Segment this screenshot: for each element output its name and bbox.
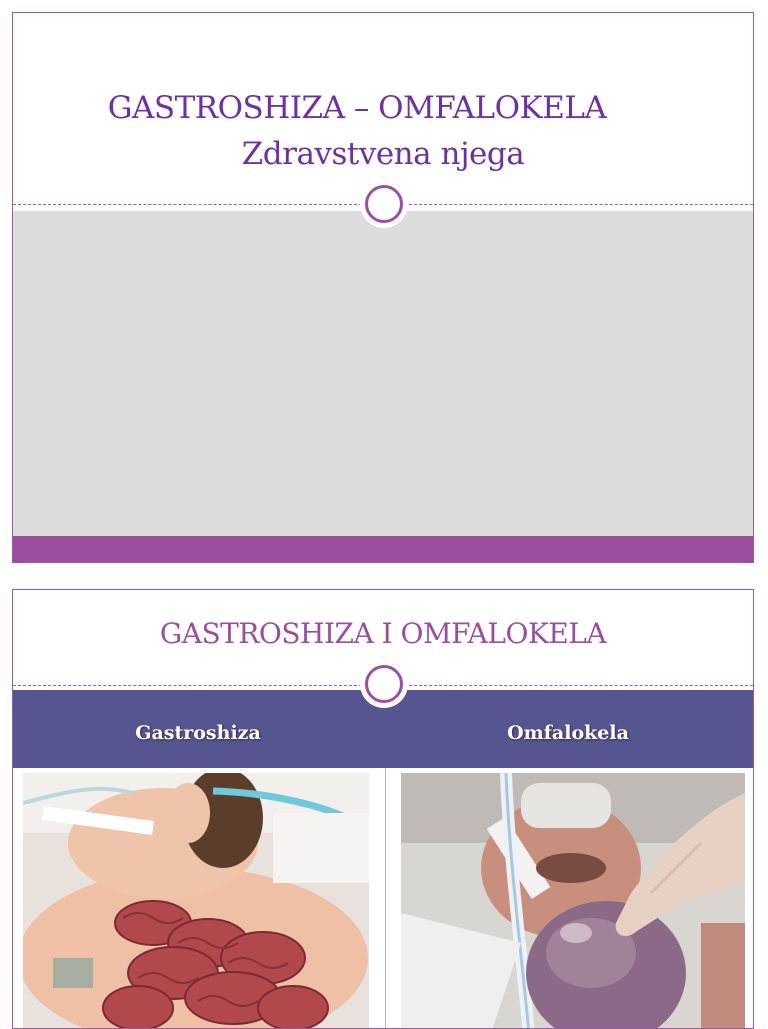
column-divider bbox=[385, 768, 386, 1028]
column-header-gastroshiza: Gastroshiza bbox=[135, 722, 261, 744]
slide-title: GASTROSHIZA I OMFALOKELA bbox=[159, 617, 607, 650]
column-header-omfalokela: Omfalokela bbox=[507, 722, 629, 744]
title-line-1: GASTROSHIZA – OMFALOKELA bbox=[107, 90, 607, 126]
footer-bar bbox=[13, 536, 753, 562]
title-slide bbox=[12, 12, 754, 563]
ring-ornament bbox=[360, 180, 408, 228]
slide-title bbox=[13, 85, 753, 177]
gastroshiza-photo bbox=[23, 773, 369, 1029]
ring-ornament bbox=[360, 660, 408, 708]
comparison-slide bbox=[12, 589, 754, 1029]
content-placeholder bbox=[13, 211, 753, 537]
omfalokela-photo bbox=[401, 773, 745, 1029]
title-line-2: Zdravstvena njega bbox=[241, 136, 525, 172]
